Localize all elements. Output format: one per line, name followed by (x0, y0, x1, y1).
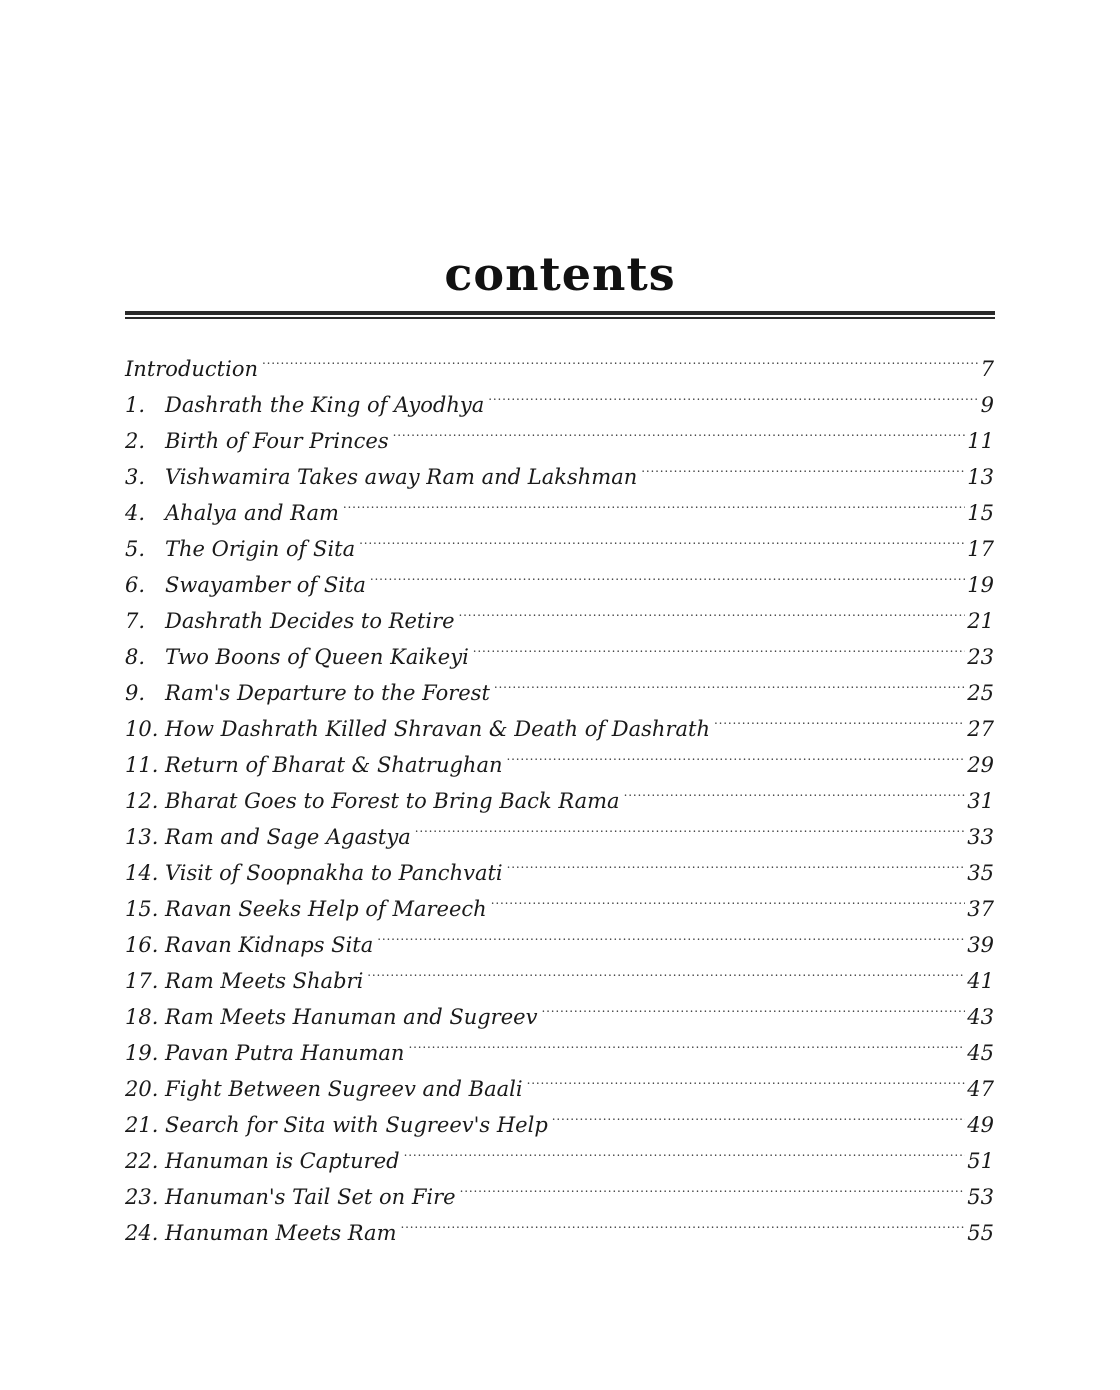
toc-entry-page-number: 19 (967, 573, 994, 597)
toc-entry-page-number: 45 (967, 1041, 994, 1065)
toc-entry-title: Dashrath Decides to Retire (165, 609, 455, 633)
toc-entry-title: Dashrath the King of Ayodhya (165, 393, 485, 417)
toc-entry-title: Ahalya and Ram (165, 501, 339, 525)
toc-dot-leader (473, 628, 965, 664)
title-rule-thick (125, 311, 995, 315)
toc-entry-number: 5. (125, 537, 146, 561)
toc-dot-leader (507, 844, 966, 880)
toc-entry-page-number: 25 (967, 681, 994, 705)
toc-entry-number: 4. (125, 501, 146, 525)
toc-entry-page-number: 47 (967, 1077, 994, 1101)
toc-entry-title: Swayamber of Sita (165, 573, 366, 597)
toc-entry-number: 16. (125, 933, 159, 957)
toc-dot-leader (527, 1060, 966, 1096)
toc-dot-leader (494, 664, 965, 700)
toc-entry-number: 22. (125, 1149, 159, 1173)
toc-entry-title: How Dashrath Killed Shravan & Death of Dashrath (165, 717, 710, 741)
toc-entry-page-number: 35 (967, 861, 994, 885)
toc-entry-number: 12. (125, 789, 159, 813)
toc-dot-leader (359, 520, 965, 556)
table-of-contents (125, 340, 994, 1245)
toc-entry-number: 20. (125, 1077, 159, 1101)
toc-entry-page-number: 21 (967, 609, 994, 633)
toc-dot-leader (401, 1204, 966, 1240)
toc-entry-page-number: 37 (967, 897, 994, 921)
toc-entry-title: Two Boons of Queen Kaikeyi (165, 645, 469, 669)
toc-entry-page-number: 9 (980, 393, 994, 417)
toc-dot-leader (367, 952, 965, 988)
toc-entry-number: 21. (125, 1113, 159, 1137)
toc-entry-page-number: 27 (967, 717, 994, 741)
toc-entry-title: Ravan Kidnaps Sita (165, 933, 374, 957)
toc-entry-number: 23. (125, 1185, 159, 1209)
page-title: contents (444, 247, 676, 301)
toc-entry-number: 14. (125, 861, 159, 885)
toc-entry-title: Return of Bharat & Shatrughan (165, 753, 503, 777)
toc-dot-leader (541, 988, 965, 1024)
toc-entry-page-number: 39 (967, 933, 994, 957)
toc-dot-leader (262, 340, 979, 376)
toc-entry-page-number: 51 (967, 1149, 994, 1173)
toc-entry-number: 18. (125, 1005, 159, 1029)
toc-entry-page-number: 13 (967, 465, 994, 489)
toc-dot-leader (488, 376, 978, 412)
toc-entry-title: Ram Meets Shabri (165, 969, 364, 993)
toc-entry-title: Vishwamira Takes away Ram and Lakshman (165, 465, 638, 489)
toc-entry-page-number: 23 (967, 645, 994, 669)
title-double-rule (125, 311, 995, 319)
toc-dot-leader (641, 448, 965, 484)
toc-entry-title: Hanuman's Tail Set on Fire (165, 1185, 456, 1209)
toc-entry-title: Hanuman Meets Ram (165, 1221, 397, 1245)
toc-entry[interactable] (125, 340, 994, 381)
toc-entry-title: Birth of Four Princes (165, 429, 389, 453)
toc-entry-page-number: 29 (967, 753, 994, 777)
toc-entry-number: 15. (125, 897, 159, 921)
toc-dot-leader (377, 916, 965, 952)
toc-entry-page-number: 41 (967, 969, 994, 993)
title-rule-thin (125, 317, 995, 319)
toc-entry-number: 2. (125, 429, 146, 453)
toc-entry-title: Search for Sita with Sugreev's Help (165, 1113, 548, 1137)
toc-dot-leader (415, 808, 966, 844)
toc-entry-page-number: 31 (967, 789, 994, 813)
toc-entry-title: Fight Between Sugreev and Baali (165, 1077, 523, 1101)
toc-dot-leader (343, 484, 965, 520)
toc-dot-leader (714, 700, 965, 736)
toc-entry-title: Ram Meets Hanuman and Sugreev (165, 1005, 538, 1029)
toc-dot-leader (460, 1168, 966, 1204)
toc-dot-leader (370, 556, 965, 592)
toc-entry-number: 8. (125, 645, 146, 669)
toc-dot-leader (404, 1132, 966, 1168)
toc-entry-number: 24. (125, 1221, 159, 1245)
toc-entry-number: 6. (125, 573, 146, 597)
toc-dot-leader (624, 772, 966, 808)
toc-entry-page-number: 49 (967, 1113, 994, 1137)
toc-entry-title: Ram and Sage Agastya (165, 825, 411, 849)
toc-entry-number: 3. (125, 465, 146, 489)
toc-entry-page-number: 7 (980, 357, 994, 381)
toc-entry-page-number: 15 (967, 501, 994, 525)
toc-entry-title: Bharat Goes to Forest to Bring Back Rama (165, 789, 620, 813)
toc-entry-title: Visit of Soopnakha to Panchvati (165, 861, 503, 885)
toc-entry-number: 10. (125, 717, 159, 741)
toc-entry-title: Ram's Departure to the Forest (165, 681, 490, 705)
toc-entry-page-number: 33 (967, 825, 994, 849)
toc-entry-number: 17. (125, 969, 159, 993)
toc-entry-number: 11. (125, 753, 159, 777)
toc-entry-title: Introduction (125, 357, 258, 381)
toc-dot-leader (491, 880, 966, 916)
toc-entry-page-number: 53 (967, 1185, 994, 1209)
toc-dot-leader (552, 1096, 965, 1132)
toc-dot-leader (393, 412, 966, 448)
toc-entry-page-number: 55 (967, 1221, 994, 1245)
toc-entry-title: The Origin of Sita (165, 537, 356, 561)
toc-entry-title: Pavan Putra Hanuman (165, 1041, 405, 1065)
toc-entry-page-number: 43 (967, 1005, 994, 1029)
toc-dot-leader (408, 1024, 965, 1060)
toc-entry-page-number: 17 (967, 537, 994, 561)
toc-entry-number: 13. (125, 825, 159, 849)
toc-entry-number: 1. (125, 393, 146, 417)
toc-entry-title: Ravan Seeks Help of Mareech (165, 897, 487, 921)
toc-entry-number: 19. (125, 1041, 159, 1065)
toc-entry-number: 7. (125, 609, 146, 633)
toc-dot-leader (459, 592, 966, 628)
toc-entry-number: 9. (125, 681, 146, 705)
toc-entry-title: Hanuman is Captured (165, 1149, 400, 1173)
toc-entry-page-number: 11 (967, 429, 994, 453)
toc-dot-leader (507, 736, 966, 772)
